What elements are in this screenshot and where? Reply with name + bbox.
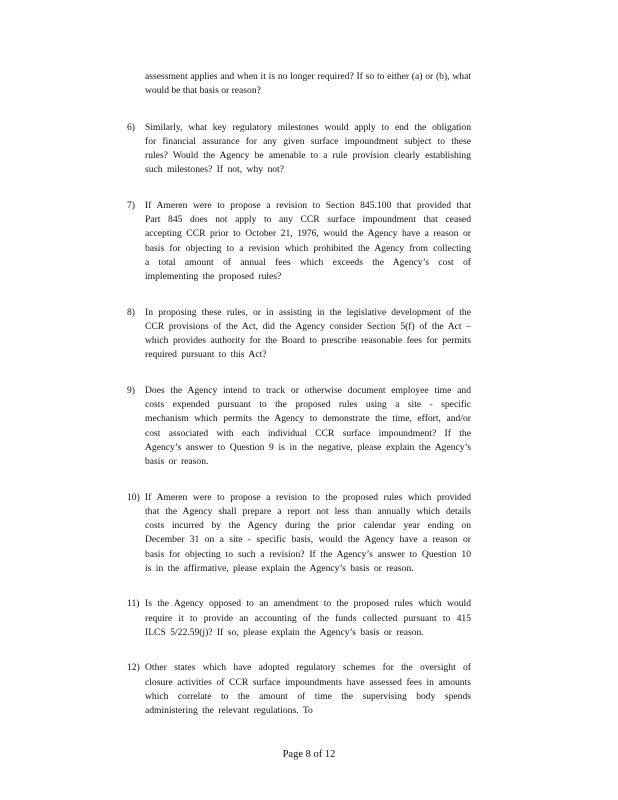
continued-paragraph: assessment applies and when it is no longer required? If so to either (a) or (b), what would be that basis or reason? <box>145 71 471 97</box>
question-6 <box>127 121 471 178</box>
question-text: Is the Agency opposed to an amendment to the proposed rules which would require it to provide an accounting of the funds collected pursuant to 415 ILCS 5/22.59(j)? If so, please explain the Agency’s basis or reason. <box>145 598 471 638</box>
question-text: If Ameren were to propose a revision to the proposed rules which provided that the Agency shall prepare a report not less than annually which details costs incurred by the Agency during the prior calendar year ending on December 31 on a site - specific basis, would the Agency have a reason or basis for objecting to such a revision? If the Agency’s answer to Question 10 is in the affirmative, please explain the Agency’s basis or reason. <box>145 491 471 575</box>
question-text: If Ameren were to propose a revision to Section 845.100 that provided that Part 845 does not apply to any CCR surface impoundment that ceased accepting CCR prior to October 21, 1976, would the Agency have a reason or basis for objecting to a revision which prohibited the Agency from collecting a total amount of annual fees which exceeds the Agency’s cost of implementing the proposed rules? <box>145 199 471 283</box>
question-text: Similarly, what key regulatory milestones would apply to end the obligation for financial assurance for any given surface impoundment subject to these rules? Would the Agency be amenable to a rule provision clearly establishing such milestones? If not, why not? <box>145 121 471 176</box>
question-7 <box>127 199 471 285</box>
question-number: 12) <box>127 662 140 674</box>
question-9 <box>127 384 471 470</box>
question-text: Other states which have adopted regulatory schemes for the oversight of closure activities of CCR surface impoundments have assessed fees in amounts which correlate to the amount of time the supervising body spends administering the relevant regulations. To <box>145 662 471 717</box>
page-number-footer: Page 8 of 12 <box>282 749 336 760</box>
question-8 <box>127 306 471 363</box>
question-11 <box>127 597 471 640</box>
question-number: 10) <box>127 491 140 503</box>
question-12 <box>127 661 471 718</box>
document-body <box>127 70 471 739</box>
question-number: 6) <box>127 121 135 133</box>
question-number: 11) <box>127 598 140 610</box>
question-text: In proposing these rules, or in assisting in the legislative development of the CCR provisions of the Act, did the Agency consider Section 5(f) of the Act – which provides authority for the Board to prescribe reasonable fees for permits required pursuant to this Act? <box>145 306 471 361</box>
question-number: 9) <box>127 384 135 396</box>
question-text: Does the Agency intend to track or otherwise document employee time and costs expended pursuant to the proposed rules using a site - specific mechanism which permits the Agency to demonstrate the time, effort, and/or cost associated with each individual CCR surface impoundment? If the Agency’s answer to Question 9 is in the negative, please explain the Agency’s basis or reason. <box>145 384 471 468</box>
question-10 <box>127 491 471 577</box>
question-number: 7) <box>127 199 135 211</box>
question-number: 8) <box>127 306 135 318</box>
